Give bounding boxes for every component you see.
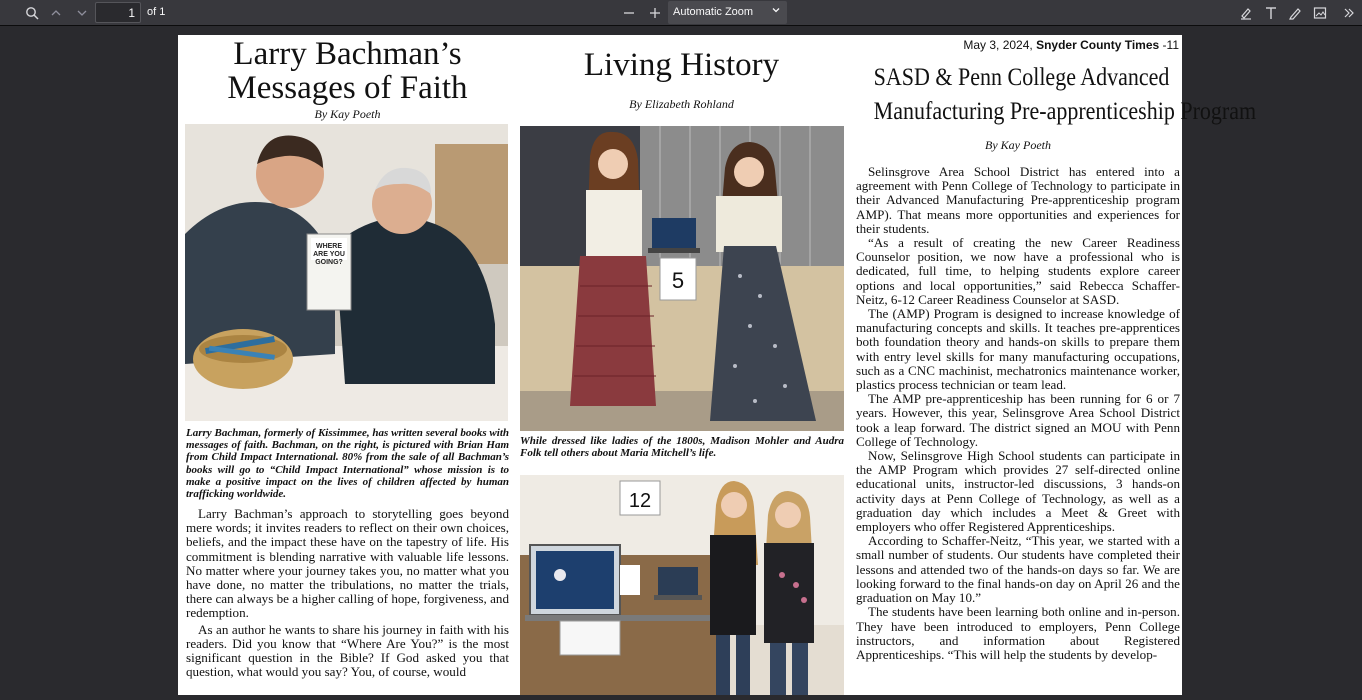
image-icon[interactable] <box>1310 0 1330 26</box>
highlight-icon[interactable] <box>1236 0 1256 26</box>
article1-body <box>186 507 509 679</box>
article3-paragraph: The (AMP) Program is designed to increase knowledge of manufacturing concepts and skills. It teaches pre-apprentices both foundation theory and hands-on skills to prepare them with entry level skills for many manufacturing occupations, such as a CNC machinist, mechatronics maintenance worker, plastics process technician or team lead. <box>856 306 1180 393</box>
page-number-input[interactable] <box>95 2 141 23</box>
article1-byline: By Kay Poeth <box>314 107 381 121</box>
article2-caption: While dressed like ladies of the 1800s, Madison Mohler and Audra Folk tell others about Maria Mitchell’s life. <box>520 435 844 460</box>
draw-icon[interactable] <box>1285 0 1305 26</box>
zoom-out-icon[interactable] <box>619 0 639 26</box>
article3-paragraph: The AMP pre-apprenticeship has been running for 6 or 7 years. However, this year, Selinsgrove Area School District took a leap forward. The district signed an MOU with Penn College of Technology. <box>856 391 1180 449</box>
page-count-label: of 1 <box>147 6 166 18</box>
more-tools-icon[interactable] <box>1340 0 1358 26</box>
article2-headline: Living History <box>583 47 780 83</box>
article2-byline: By Elizabeth Rohland <box>629 97 734 111</box>
newspaper-page <box>178 35 1257 695</box>
book-cover-title: WHERE <box>315 243 343 250</box>
chevron-down-icon <box>771 5 781 18</box>
arrow-down-icon[interactable] <box>72 0 92 26</box>
article1-headline <box>186 37 509 105</box>
article3-headline-line2: Manufacturing Pre-apprenticeship Program <box>873 98 1257 125</box>
article3-paragraph: Selinsgrove Area School District has entered into a agreement with Penn College of Technology to participate in their Advanced Manufacturing Pre-apprenticeship program AMP). That means more opportunities and experiences for their students. <box>856 164 1180 236</box>
article2-photo-2 <box>520 475 844 695</box>
masthead <box>963 38 1179 52</box>
article3-paragraph: The students have been learning both online and in-person. They have been introduced to employers, Penn College instructors, and information about Registered Apprenticeships. “This will help the students by develop- <box>856 604 1180 662</box>
article3-paragraph: “As a result of creating the new Career Readiness Counselor position, we now have a professional who is dedicated, full time, to helping students explore career options and local opportunities,” said Rebecca Schaffer-Neitz, 6-12 Career Readiness Counselor at SASD. <box>856 235 1180 307</box>
document-viewer[interactable] <box>0 27 1362 682</box>
article3-paragraph: Now, Selinsgrove High School students can participate in the AMP Program which provides 27 self-directed online educational units, instructor-led discussions, 3 hands-on activity days at Penn College of Technology, as well as a graduation day which includes a Meet & Greet with employers who offer Registered Apprenticeships. <box>856 448 1180 535</box>
article1-paragraph: As an author he wants to share his journey in faith with his readers. Did you know that “Where Are You?” is the most significant question in the Bible? If God asked you that question, what would you say? You, of course, would <box>186 621 509 680</box>
article1-headline-line2: Messages of Faith <box>227 70 468 106</box>
article3-paragraph: According to Schaffer-Neitz, “This year, we started with a small number of students. Our students have completed their lessons and attended two of the hands-on days so far. We are looking forward to the final hands-on day on April 26 and the graduation on May 10.” <box>856 533 1180 606</box>
masthead-page: -11 <box>1162 38 1179 52</box>
text-icon[interactable] <box>1261 0 1281 26</box>
search-icon[interactable] <box>22 0 42 26</box>
article1-paragraph: Larry Bachman’s approach to storytelling goes beyond mere words; it invites readers to reflect on their own choices, beliefs, and the impact these have on the tapestry of life. His commitment is blending narrative with valuable life lessons. No matter where your journey takes you, no matter what you have done, no matter the tribulations, no matter the trials, there can always be a higher calling of hope, forgiveness, and redemption. <box>186 506 509 621</box>
arrow-up-icon[interactable] <box>46 0 66 26</box>
article3-byline: By Kay Poeth <box>985 138 1051 152</box>
zoom-select-value: Automatic Zoom <box>673 6 754 18</box>
table-sign-12: 12 <box>628 490 652 512</box>
masthead-date: May 3, 2024, <box>963 38 1033 52</box>
svg-text:ARE YOU: ARE YOU <box>313 251 345 258</box>
article3-headline-line1: SASD & Penn College Advanced <box>873 64 1170 91</box>
article1-caption: Larry Bachman, formerly of Kissimmee, has written several books with messages of faith. Bachman, on the right, is pictured with Brian Ham from Child Impact International. 80% from the sale of all Bachman’s books will go to “Child Impact International” whose mission is to make a positive impact on the lives of children affected by human trafficking worldwide. <box>186 427 509 501</box>
pdf-toolbar <box>0 0 1362 26</box>
zoom-select[interactable] <box>668 1 787 24</box>
article1-headline-line1: Larry Bachman’s <box>233 36 462 72</box>
masthead-paper: Snyder County Times <box>1036 38 1160 52</box>
svg-text:GOING?: GOING? <box>315 259 343 266</box>
article2-photo-1 <box>520 126 844 431</box>
article1-photo <box>185 124 508 421</box>
table-sign-5: 5 <box>671 268 685 293</box>
article3-body <box>856 165 1180 662</box>
zoom-in-icon[interactable] <box>645 0 665 26</box>
article3-headline <box>873 61 1257 129</box>
